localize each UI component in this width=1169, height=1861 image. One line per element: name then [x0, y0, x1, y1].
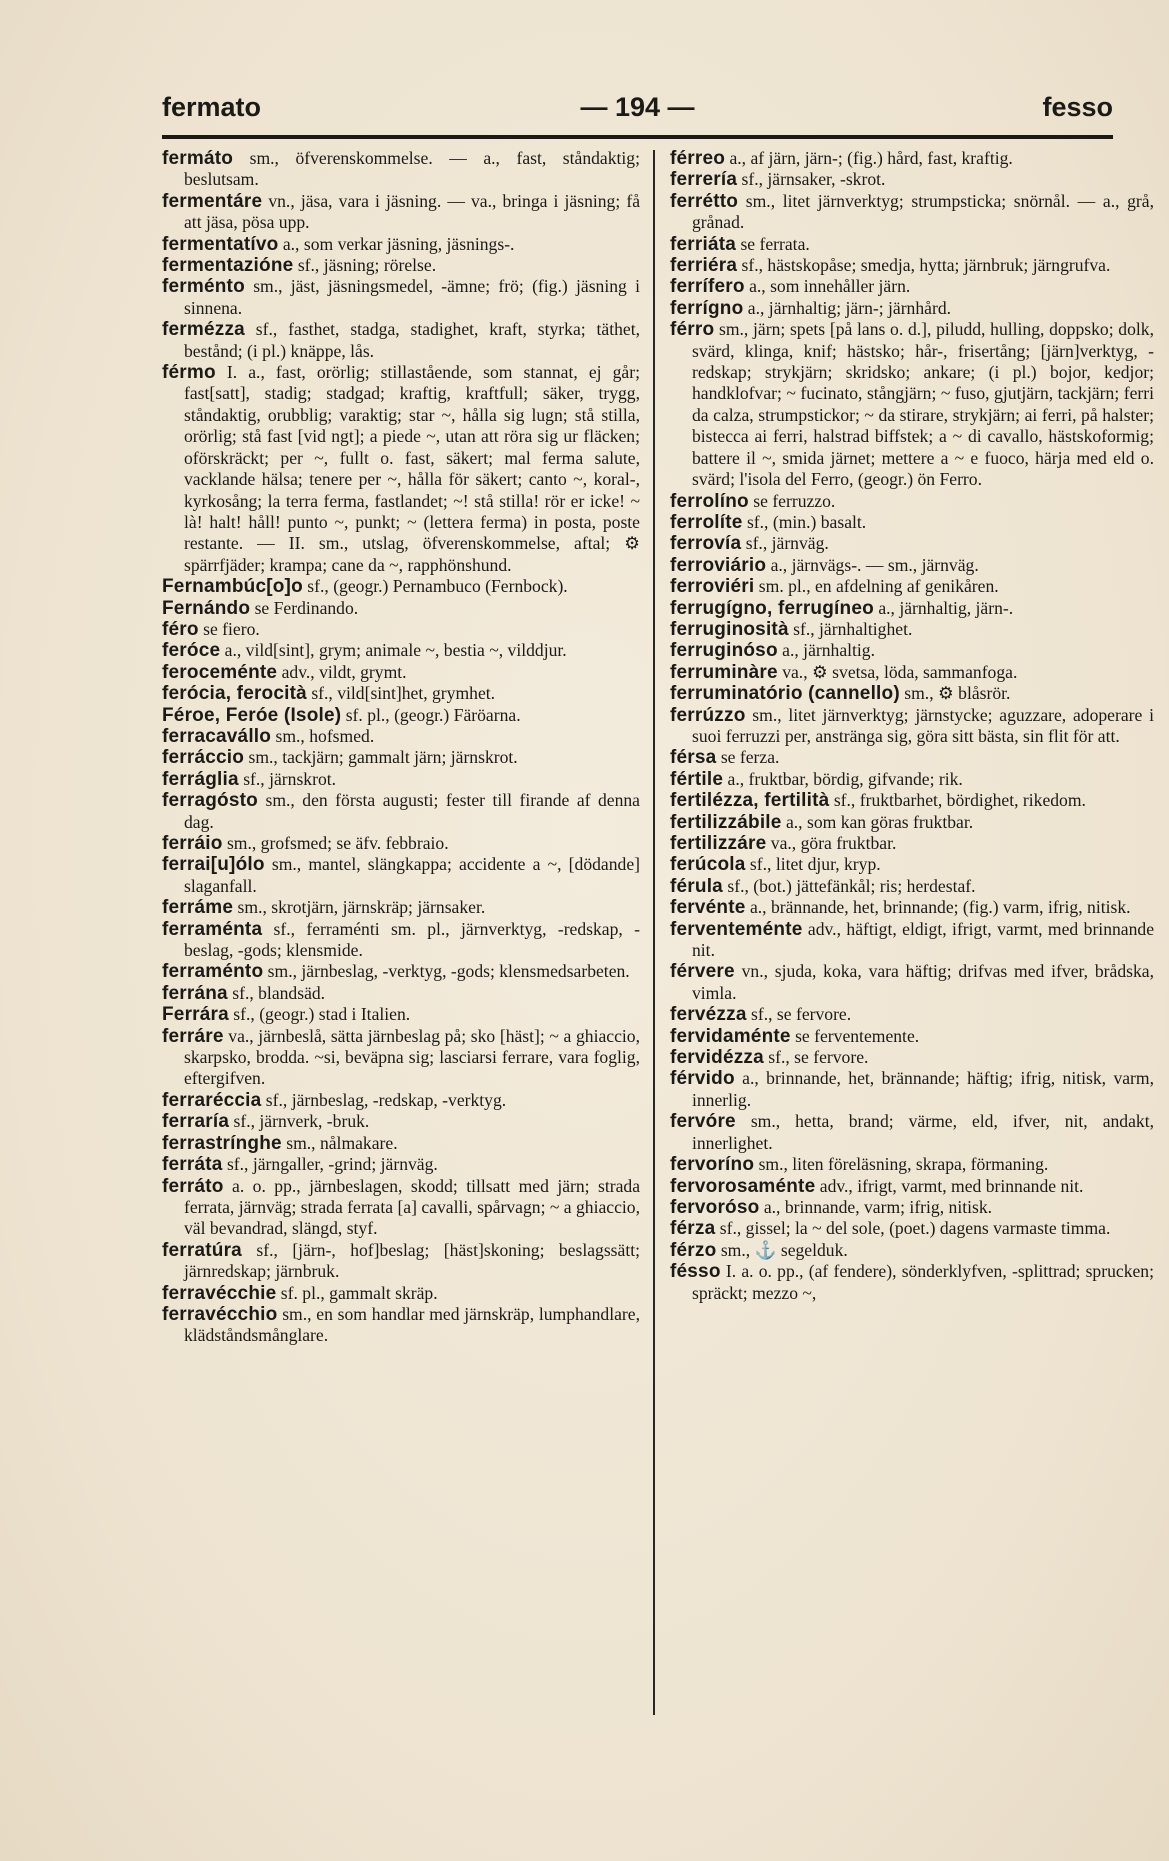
- entry-definition: sm., hofsmed.: [275, 725, 375, 746]
- entry-headword: férreo: [670, 148, 726, 169]
- dictionary-entry: [670, 319, 1154, 490]
- entry-headword: Fernambúc[o]o: [162, 576, 303, 598]
- dictionary-entry: [670, 148, 1154, 169]
- dictionary-entry: [670, 876, 1154, 897]
- dictionary-entry: [670, 790, 1154, 811]
- entry-definition: sf., järnbeslag, -redskap, -verktyg.: [265, 1089, 507, 1110]
- entry-headword: férza: [670, 1218, 716, 1240]
- entry-headword: fértile: [670, 768, 724, 790]
- entry-headword: fermáto: [162, 148, 234, 169]
- entry-definition: a., järnvägs-. — sm., järnväg.: [770, 554, 979, 575]
- dictionary-entry: [670, 598, 1154, 619]
- entry-definition: adv., häftigt, eldigt, ifrigt, varmt, med brinnande nit.: [692, 918, 1154, 961]
- dictionary-entry: [162, 191, 640, 234]
- entry-definition: sf., hästskopåse; smedja, hytta; järnbruk; järngrufva.: [741, 255, 1111, 276]
- dictionary-entry: [670, 1218, 1154, 1239]
- entry-definition: sf., (geogr.) Pernambuco (Fernbock).: [307, 576, 568, 597]
- dictionary-entry: [162, 640, 640, 661]
- entry-definition: vn., sjuda, koka, vara häftig; drifvas med ifver, brådska, vimla.: [692, 961, 1154, 1003]
- entry-definition: sm., ⚓ segelduk.: [720, 1239, 848, 1260]
- dictionary-entry: [670, 619, 1154, 640]
- dictionary-entry: [162, 919, 640, 962]
- entry-headword: fervidaménte: [670, 1025, 791, 1047]
- entry-definition: sm., tackjärn; gammalt järn; järnskrot.: [248, 747, 518, 768]
- dictionary-entry: [162, 1283, 640, 1304]
- entry-headword: ferraría: [162, 1111, 230, 1133]
- entry-definition: a., järnhaltig.: [782, 640, 875, 661]
- entry-headword: ferménto: [162, 276, 245, 298]
- entry-headword: ferriéra: [670, 255, 738, 277]
- dictionary-entry: [670, 769, 1154, 790]
- dictionary-entry: [162, 619, 640, 640]
- dictionary-entry: [162, 148, 640, 191]
- entry-definition: sf., vild[sint]het, grymhet.: [311, 683, 496, 704]
- entry-definition: a., fruktbar, bördig, gifvande; rik.: [727, 768, 963, 789]
- dictionary-entry: [162, 961, 640, 982]
- entry-headword: ferráglia: [162, 768, 239, 790]
- entry-definition: sf., järnsaker, -skrot.: [741, 169, 886, 190]
- entry-definition: a., som verkar jäsning, jäsnings-.: [282, 233, 515, 254]
- entry-headword: ferraréccia: [162, 1089, 262, 1111]
- dictionary-entry: [670, 683, 1154, 704]
- entry-headword: fertilizzábile: [670, 811, 782, 833]
- entry-definition: sf., jäsning; rörelse.: [297, 255, 437, 276]
- dictionary-entry: [670, 897, 1154, 918]
- entry-definition: sf., gissel; la ~ del sole, (poet.) dagens varmaste timma.: [719, 1218, 1111, 1239]
- dictionary-entry: [162, 362, 640, 576]
- entry-headword: fervorosaménte: [670, 1175, 816, 1197]
- entry-headword: ferraménto: [162, 961, 264, 983]
- entry-definition: sm., litet järnverktyg; strumpsticka; snörnål. — a., grå, grånad.: [692, 190, 1154, 233]
- entry-definition: sm., ⚙ blåsrör.: [904, 683, 1011, 704]
- dictionary-entry: [162, 833, 640, 854]
- dictionary-entry: [670, 1026, 1154, 1047]
- entry-definition: sf., järnväg.: [745, 533, 829, 554]
- dictionary-entry: [162, 576, 640, 597]
- dictionary-entry: [670, 833, 1154, 854]
- dictionary-entry: [670, 662, 1154, 683]
- entry-headword: férvido: [670, 1068, 735, 1090]
- dictionary-entry: [670, 961, 1154, 1004]
- entry-definition: sm., litet järnverktyg; järnstycke; aguzzare, adoperare i suoi ferruzzi per, anstränga sig, göra sitt bästa, sin flit för att.: [692, 704, 1154, 746]
- entry-headword: férzo: [670, 1239, 717, 1261]
- entry-definition: I. a. o. pp., (af fendere), sönderklyfven, -splittrad; sprucken; spräckt; mezzo ~,: [692, 1261, 1154, 1303]
- entry-headword: ferrugígno, ferrugíneo: [670, 597, 874, 619]
- dictionary-entry: [162, 1176, 640, 1240]
- entry-definition: a., järnhaltig; järn-; järnhård.: [747, 297, 952, 318]
- entry-headword: ferratúra: [162, 1239, 242, 1261]
- entry-definition: sf., järnskrot.: [243, 768, 337, 789]
- entry-definition: sm., skrotjärn, järnskräp; järnsaker.: [237, 897, 486, 918]
- entry-headword: fervidézza: [670, 1047, 764, 1069]
- dictionary-entry: [670, 812, 1154, 833]
- entry-headword: ferrétto: [670, 190, 739, 212]
- right-column: [670, 148, 1154, 1828]
- dictionary-entry: [162, 683, 640, 704]
- entry-definition: va., järnbeslå, sätta järnbeslag på; sko [häst]; ~ a ghiaccio, skarpsko, brodda. ~si, beväpna sig; lasciarsi ferrare, vara foglig, eftergifven.: [184, 1025, 640, 1089]
- entry-definition: se ferruzzo.: [753, 490, 836, 511]
- entry-headword: ferruginóso: [670, 640, 778, 662]
- dictionary-entry: [670, 640, 1154, 661]
- entry-definition: sf., järnverk, -bruk.: [233, 1111, 370, 1132]
- entry-definition: a., järnhaltig, järn-.: [878, 597, 1014, 618]
- entry-definition: sm. pl., en afdelning af genikåren.: [758, 576, 999, 597]
- entry-definition: sm., mantel, slängkappa; accidente a ~, [dödande] slaganfall.: [184, 854, 640, 896]
- dictionary-entry: [670, 1197, 1154, 1218]
- entry-definition: sf. pl., gammalt skräp.: [280, 1282, 438, 1303]
- dictionary-entry: [162, 1154, 640, 1175]
- entry-headword: fermentazióne: [162, 255, 294, 277]
- dictionary-entry: [670, 1261, 1154, 1304]
- entry-definition: sm., järn; spets [på lans o. d.], piludd, hulling, doppsko; dolk, svärd, klinga, knif; hästsko; hår-, frisertång; [järn]verktyg, -redskap; strykjärn; skridsko; ankare; (i pl.) bojor, kedjor; handklofvar; ~ fucinato, stångjärn; ~ fuso, gjutjärn, tackjärn; ferri da calza, strumpstickor; ~ da stirare, strykjärn; ai ferri, på halster; bistecca ai ferri, halstrad biffstek; a ~ di cavallo, hästskoformig; battere il ~, smida järnet; mettere a ~ e fuoco, härja med eld o. svärd; l'isola del Ferro, (geogr.) ön Ferro.: [692, 319, 1154, 490]
- dictionary-entry: [670, 1004, 1154, 1025]
- dictionary-entry: [670, 255, 1154, 276]
- dictionary-entry: [162, 234, 640, 255]
- dictionary-entry: [670, 191, 1154, 234]
- entry-definition: a. o. pp., järnbeslagen, skodd; tillsatt med järn; strada ferrata, järnväg; strada ferrata [a] cavalli, spårvagn; ~ a ghiaccio, väl bevandrad, slängd, styf.: [184, 1175, 640, 1239]
- entry-definition: vn., jäsa, vara i jäsning. — va., bringa i jäsning; få att jäsa, pösa upp.: [184, 190, 640, 233]
- dictionary-entry: [162, 726, 640, 747]
- entry-headword: ferraménta: [162, 918, 263, 940]
- entry-headword: feróce: [162, 640, 221, 662]
- dictionary-entry: [162, 854, 640, 897]
- entry-headword: ferrai[u]ólo: [162, 854, 265, 876]
- entry-headword: ferruminàre: [670, 661, 778, 683]
- running-header: [162, 92, 1113, 132]
- dictionary-entry: [162, 598, 640, 619]
- entry-headword: ferrería: [670, 169, 738, 191]
- header-rule: [162, 135, 1113, 139]
- entry-headword: ferracavállo: [162, 725, 272, 747]
- entry-definition: a., af järn, järn-; (fig.) hård, fast, kraftig.: [729, 148, 1013, 168]
- entry-definition: se Ferdinando.: [254, 597, 359, 618]
- dictionary-entry: [162, 1111, 640, 1132]
- entry-headword: fertilézza, fertilità: [670, 790, 830, 812]
- header-first-word: fermato: [162, 92, 262, 122]
- entry-headword: fermentatívo: [162, 233, 279, 255]
- entry-definition: sm., jäst, jäsningsmedel, -ämne; frö; (fig.) jäsning i sinnena.: [184, 276, 640, 318]
- entry-definition: se ferventemente.: [795, 1025, 920, 1046]
- entry-definition: va., ⚙ svetsa, löda, sammanfoga.: [782, 661, 1018, 682]
- entry-definition: sm., en som handlar med järnskräp, lumphandlare, klädståndsmånglare.: [184, 1303, 640, 1346]
- entry-headword: ferócia, ferocità: [162, 683, 307, 705]
- dictionary-entry: [670, 234, 1154, 255]
- dictionary-entry: [162, 276, 640, 319]
- entry-headword: férmo: [162, 362, 216, 384]
- entry-definition: sf., litet djur, kryp.: [749, 854, 881, 875]
- entry-headword: ferventeménte: [670, 918, 803, 940]
- dictionary-entry: [162, 1304, 640, 1347]
- entry-headword: fervénte: [670, 897, 746, 919]
- entry-headword: fervoríno: [670, 1154, 755, 1176]
- entry-definition: sm., nålmakare.: [286, 1132, 398, 1153]
- entry-headword: fermézza: [162, 319, 245, 341]
- entry-headword: Ferrára: [162, 1004, 229, 1026]
- dictionary-entry: [670, 854, 1154, 875]
- column-divider: [653, 150, 655, 1715]
- entry-definition: sf., fasthet, stadga, stadighet, kraft, styrka; täthet, bestånd; (i pl.) knäppe, lås.: [184, 319, 640, 361]
- dictionary-entry: [162, 1090, 640, 1111]
- entry-headword: ferravécchie: [162, 1282, 277, 1304]
- entry-definition: se fiero.: [203, 618, 260, 639]
- entry-headword: ferráta: [162, 1154, 223, 1176]
- entry-headword: feroceménte: [162, 661, 278, 683]
- entry-definition: I. a., fast, orörlig; stillastående, som stannat, ej går; fast[satt], stadig; stadgad; kraftig, kraftfull; säker, trygg, ståndaktig, orubblig; varaktig; star ~, hålla sig lugn; stå stilla, orörlig; stå fast [vid ngt]; a piede ~, utan att röra sig ur fläcken; oförskräckt; per ~, fullt o. fast, säkert; mal ferma salute, vacklande hälsa; tenere per ~, hålla för säkert; canto ~, koral-, kyrkosång; la terra ferma, fastlandet; ~! stå stilla! rör er icke! ~ là! halt! håll! punto ~, punkt; ~ (lettera ferma) in posta, poste restante. — II. sm., utslag, öfverenskommelse, aftal; ⚙ spärrfjäder; krampa; cane da ~, rapphönshund.: [184, 362, 640, 575]
- entry-headword: férsa: [670, 747, 717, 769]
- dictionary-entry: [162, 705, 640, 726]
- entry-headword: fertilizzáre: [670, 833, 767, 854]
- dictionary-entry: [670, 705, 1154, 748]
- entry-definition: a., brinnande, het, brännande; häftig; ifrig, nitisk, varm, innerlig.: [692, 1068, 1154, 1110]
- dictionary-entry: [670, 919, 1154, 962]
- entry-definition: a., som innehåller järn.: [749, 276, 911, 297]
- entry-headword: Féroe, Feróe (Isole): [162, 704, 342, 726]
- entry-headword: ferroviário: [670, 554, 767, 576]
- entry-definition: sf., järngaller, -grind; järnväg.: [226, 1154, 438, 1175]
- entry-definition: adv., ifrigt, varmt, med brinnande nit.: [819, 1175, 1084, 1196]
- entry-headword: ferráme: [162, 897, 234, 919]
- entry-headword: fervézza: [670, 1004, 747, 1026]
- entry-definition: sm., den första augusti; fester till firande af denna dag.: [184, 790, 640, 832]
- entry-definition: sf., ferraménti sm. pl., järnverktyg, -redskap, -beslag, -gods; klensmide.: [184, 918, 640, 961]
- dictionary-entry: [670, 276, 1154, 297]
- dictionary-entry: [162, 1026, 640, 1090]
- dictionary-entry: [670, 1240, 1154, 1261]
- dictionary-entry: [162, 255, 640, 276]
- entry-definition: sf., se fervore.: [768, 1047, 869, 1068]
- entry-headword: fermentáre: [162, 190, 263, 212]
- dictionary-entry: [162, 769, 640, 790]
- entry-headword: ferráto: [162, 1175, 224, 1197]
- entry-headword: ferruginosità: [670, 618, 789, 640]
- dictionary-entry: [162, 319, 640, 362]
- entry-definition: se ferza.: [720, 747, 780, 768]
- dictionary-entry: [670, 533, 1154, 554]
- dictionary-entry: [162, 983, 640, 1004]
- dictionary-entry: [670, 1176, 1154, 1197]
- left-column: [162, 148, 640, 1828]
- dictionary-entry: [162, 790, 640, 833]
- entry-definition: a., som kan göras fruktbar.: [785, 811, 974, 832]
- entry-headword: ferrastrínghe: [162, 1132, 282, 1154]
- entry-headword: ferroviéri: [670, 576, 755, 598]
- entry-definition: sm., liten föreläsning, skrapa, förmaning.: [758, 1154, 1049, 1175]
- entry-definition: a., vild[sint], grym; animale ~, bestia ~, vilddjur.: [224, 640, 567, 661]
- dictionary-entry: [162, 747, 640, 768]
- entry-headword: ferúcola: [670, 854, 746, 876]
- entry-headword: ferrolíte: [670, 511, 743, 533]
- entry-definition: sm., grofsmed; se äfv. febbraio.: [226, 833, 449, 853]
- entry-definition: sf., se fervore.: [751, 1004, 852, 1025]
- entry-headword: ferriáta: [670, 233, 737, 255]
- entry-definition: sf. pl., (geogr.) Färöarna.: [345, 704, 521, 725]
- entry-definition: a., brännande, het, brinnande; (fig.) varm, ifrig, nitisk.: [749, 897, 1131, 918]
- entry-headword: ferrána: [162, 982, 228, 1004]
- entry-headword: ferráio: [162, 833, 223, 854]
- entry-headword: ferravécchio: [162, 1303, 278, 1325]
- dictionary-entry: [162, 1133, 640, 1154]
- dictionary-entry: [670, 512, 1154, 533]
- entry-headword: féro: [162, 618, 199, 640]
- entry-definition: sf., [järn-, hof]beslag; [häst]skoning; beslagssätt; järnredskap; järnbruk.: [184, 1239, 640, 1282]
- entry-definition: sm., hetta, brand; värme, eld, ifver, nit, andakt, innerlighet.: [692, 1111, 1154, 1153]
- entry-definition: va., göra fruktbar.: [770, 833, 897, 853]
- entry-headword: ferráccio: [162, 747, 245, 769]
- dictionary-entry: [670, 1047, 1154, 1068]
- entry-definition: sf., blandsäd.: [232, 982, 326, 1003]
- entry-headword: fervóre: [670, 1111, 736, 1133]
- dictionary-entry: [162, 662, 640, 683]
- entry-definition: sf., (bot.) jättefänkål; ris; herdestaf.: [727, 875, 976, 896]
- dictionary-entry: [670, 576, 1154, 597]
- entry-headword: ferruminatório (cannello): [670, 683, 900, 705]
- entry-headword: ferrígno: [670, 297, 744, 319]
- entry-definition: se ferrata.: [740, 233, 810, 254]
- entry-headword: fervoróso: [670, 1196, 760, 1218]
- dictionary-entry: [670, 491, 1154, 512]
- header-last-word: fesso: [1042, 92, 1113, 122]
- page-number: — 194 —: [580, 92, 695, 122]
- entry-definition: sf., fruktbarhet, bördighet, rikedom.: [833, 790, 1086, 811]
- entry-headword: ferrolíno: [670, 490, 749, 512]
- entry-headword: férro: [670, 319, 715, 341]
- entry-headword: ferráre: [162, 1025, 224, 1047]
- dictionary-entry: [670, 1154, 1154, 1175]
- entry-definition: sf., järnhaltighet.: [793, 618, 913, 639]
- entry-definition: sf., (min.) basalt.: [746, 511, 867, 532]
- dictionary-entry: [670, 747, 1154, 768]
- dictionary-entry: [162, 1004, 640, 1025]
- entry-headword: Fernándo: [162, 597, 251, 619]
- entry-headword: férvere: [670, 961, 735, 983]
- dictionary-entry: [670, 298, 1154, 319]
- entry-headword: ferragósto: [162, 790, 258, 812]
- dictionary-entry: [670, 1068, 1154, 1111]
- entry-headword: ferrovía: [670, 533, 742, 555]
- dictionary-entry: [670, 1111, 1154, 1154]
- entry-headword: ferrúzzo: [670, 704, 746, 726]
- dictionary-entry: [162, 897, 640, 918]
- entry-headword: fésso: [670, 1261, 721, 1283]
- entry-definition: sf., (geogr.) stad i Italien.: [233, 1004, 411, 1025]
- dictionary-entry: [670, 169, 1154, 190]
- dictionary-entry: [670, 555, 1154, 576]
- entry-headword: férula: [670, 875, 723, 897]
- entry-definition: a., brinnande, varm; ifrig, nitisk.: [763, 1196, 993, 1217]
- entry-definition: sm., järnbeslag, -verktyg, -gods; klensmedsarbeten.: [267, 961, 630, 982]
- entry-headword: ferrífero: [670, 276, 745, 298]
- entry-definition: adv., vildt, grymt.: [281, 661, 407, 682]
- entry-definition: sm., öfverenskommelse. — a., fast, ståndaktig; beslutsam.: [184, 148, 640, 190]
- dictionary-entry: [162, 1240, 640, 1283]
